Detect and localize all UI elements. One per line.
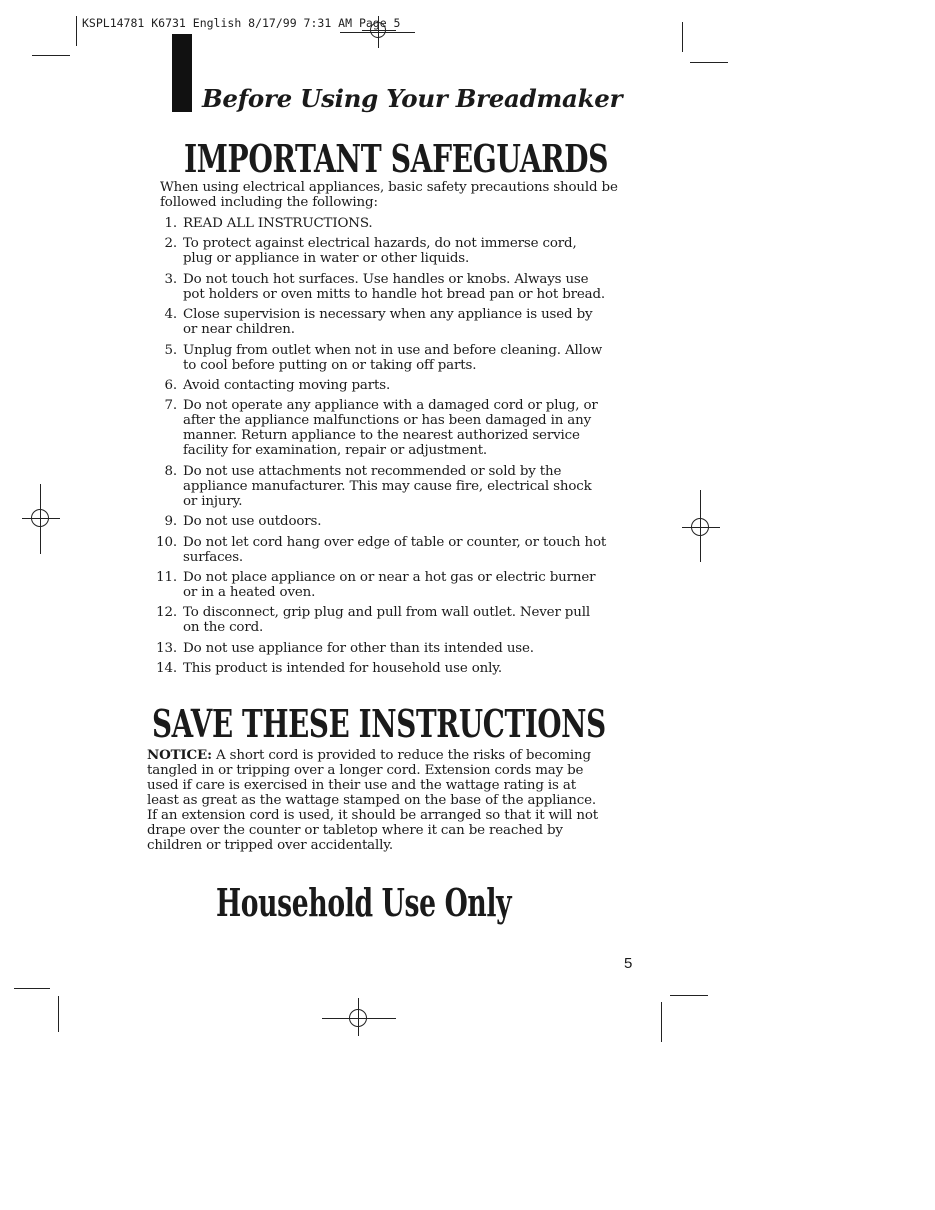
- crop-mark-bottom-right-vertical: [661, 1002, 662, 1042]
- list-item-text: Do not operate any appliance with a damaged cord or plug, or after the appliance malfunctions or has been damaged in any manner. Return appliance to the nearest authorized service facility for examination, repair or adjustment.: [183, 398, 598, 459]
- list-item-number: 4.: [164, 307, 177, 323]
- list-item-text: Do not place appliance on or near a hot gas or electric burner or in a heated oven.: [183, 569, 596, 600]
- list-item-number: 7.: [164, 398, 177, 414]
- intro-paragraph: When using electrical appliances, basic safety precautions should be followed including the following:: [160, 180, 618, 210]
- list-item-text: Do not use attachments not recommended or sold by the appliance manufacturer. This may cause fire, electrical shock or injury.: [183, 463, 592, 509]
- section-tab-bar: [172, 34, 192, 112]
- list-item-number: 13.: [156, 640, 177, 656]
- list-item-text: To disconnect, grip plug and pull from wall outlet. Never pull on the cord.: [183, 605, 590, 636]
- list-item: [148, 570, 608, 600]
- registration-mark-top-circle: [370, 22, 386, 38]
- section-title: Before Using Your Breadmaker: [202, 84, 623, 113]
- list-item: [148, 272, 608, 302]
- list-item: [148, 514, 608, 529]
- list-item-number: 5.: [164, 342, 177, 358]
- list-item-text: Close supervision is necessary when any appliance is used by or near children.: [183, 307, 593, 338]
- list-item-number: 3.: [164, 271, 177, 287]
- list-item-number: 11.: [156, 569, 177, 585]
- registration-mark-right-circle: [691, 518, 709, 536]
- list-item-text: Do not use appliance for other than its intended use.: [183, 640, 534, 656]
- list-item: [148, 378, 608, 393]
- list-item: [148, 343, 608, 373]
- notice-paragraph: [147, 748, 599, 853]
- list-item-number: 14.: [156, 661, 177, 677]
- list-item-text: This product is intended for household use only.: [183, 661, 502, 677]
- crop-mark-bottom-left-vertical: [58, 996, 59, 1032]
- list-item: [148, 535, 608, 565]
- list-item: [148, 398, 608, 458]
- list-item-text: Do not touch hot surfaces. Use handles or knobs. Always use pot holders or oven mitts to handle hot bread pan or hot bread.: [183, 271, 606, 302]
- notice-text: A short cord is provided to reduce the risks of becoming tangled in or tripping over a longer cord. Extension cords may be used if care is exercised in their use and the wattage rating is at least as great as the wattage stamped on the base of the appliance. If an extension cord is used, it should be arranged so that it will not drape over the counter or tabletop where it can be reached by children or tripped over accidentally.: [147, 748, 598, 853]
- registration-mark-bottom-circle: [349, 1009, 367, 1027]
- list-item: [148, 464, 608, 509]
- crop-mark-bottom-right: [670, 995, 708, 996]
- crop-mark-top-left-vertical: [76, 16, 77, 46]
- list-item: [148, 236, 608, 266]
- list-item-text: READ ALL INSTRUCTIONS.: [183, 216, 373, 231]
- page-number: 5: [624, 955, 633, 972]
- list-item-number: 12.: [156, 605, 177, 621]
- household-use-heading: Household Use Only: [216, 880, 512, 925]
- list-item-text: Do not let cord hang over edge of table or counter, or touch hot surfaces.: [183, 534, 607, 565]
- crop-mark-top-left: [32, 55, 70, 56]
- list-item-number: 10.: [156, 534, 177, 550]
- registration-mark-left-circle: [31, 509, 49, 527]
- printer-slug: KSPL14781 K6731 English 8/17/99 7:31 AM Page 5: [82, 16, 401, 30]
- list-item: [148, 605, 608, 635]
- list-item-text: Avoid contacting moving parts.: [183, 377, 391, 393]
- list-item: [148, 307, 608, 337]
- list-item-number: 2.: [164, 236, 177, 252]
- crop-mark-bottom-left: [14, 988, 50, 989]
- list-item-number: 6.: [164, 377, 177, 393]
- list-item-number: 9.: [164, 514, 177, 530]
- list-item: [148, 661, 608, 676]
- list-item: [148, 641, 608, 656]
- save-instructions-heading: SAVE THESE INSTRUCTIONS: [152, 701, 606, 746]
- crop-mark-top-right-vertical: [682, 22, 683, 52]
- list-item: [148, 216, 608, 231]
- crop-mark-top-right: [690, 62, 728, 63]
- safeguard-list: [148, 216, 608, 681]
- list-item-text: Unplug from outlet when not in use and before cleaning. Allow to cool before putting on or taking off parts.: [183, 342, 603, 373]
- list-item-number: 8.: [164, 463, 177, 479]
- list-item-text: Do not use outdoors.: [183, 514, 322, 530]
- list-item-text: To protect against electrical hazards, do not immerse cord, plug or appliance in water or other liquids.: [183, 236, 577, 267]
- important-safeguards-heading: IMPORTANT SAFEGUARDS: [184, 136, 609, 181]
- notice-label: NOTICE:: [147, 747, 212, 763]
- list-item-number: 1.: [164, 216, 177, 231]
